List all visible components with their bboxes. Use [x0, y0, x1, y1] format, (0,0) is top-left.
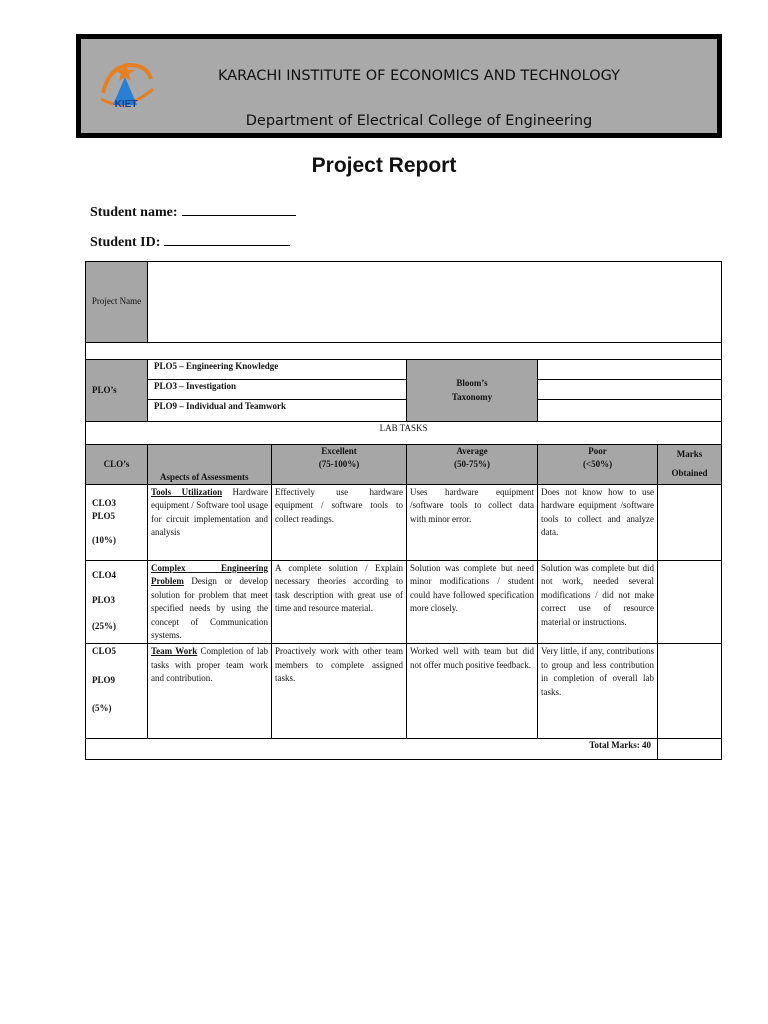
marks-cell[interactable] [658, 485, 722, 561]
weight: (5%) [92, 703, 112, 714]
average-label: Average [456, 446, 488, 456]
excellent-header [272, 445, 407, 485]
clo-cell [86, 561, 148, 644]
page-title: Project Report [311, 154, 457, 177]
table-row [86, 485, 722, 561]
plo-code: PLO9 [92, 674, 116, 685]
spacer-row [86, 343, 722, 360]
clo-cell [86, 644, 148, 739]
average-header [407, 445, 538, 485]
aspect-cell [148, 485, 272, 561]
clo-cell [86, 485, 148, 561]
plo-item: PLO3 – Investigation [148, 380, 407, 400]
clo-code: CLO3 [92, 498, 117, 508]
student-id-blank[interactable] [164, 233, 290, 246]
aspect-title: Tools Utilization [151, 487, 223, 497]
poor-cell: Solution was complete but did not work, needed several modifications / did not make correct use of resource material or instructions. [538, 561, 658, 644]
weight: (25%) [92, 620, 116, 631]
aspects-header: Aspects of Assessments [148, 445, 272, 485]
weight: (10%) [92, 534, 116, 545]
student-name-label: Student name: [90, 205, 178, 220]
table-row [86, 644, 722, 739]
logo-text: KIET [114, 99, 138, 110]
plo-row [86, 360, 722, 380]
student-name-blank[interactable] [182, 203, 296, 216]
header-banner-inner [81, 39, 717, 133]
aspect-title: Complex Engineering Problem [151, 563, 268, 587]
institute-name: KARACHI INSTITUTE OF ECONOMICS AND TECHNOLOGY [217, 68, 621, 84]
excellent-cell: A complete solution / Explain necessary theories according to task description with great use of time and resource material. [272, 561, 407, 644]
aspect-text: Hardware equipment / Software tool usage for circuit implementation and analysis [151, 487, 268, 538]
clo-code: CLO5 [92, 646, 117, 657]
spacer-cell [86, 343, 722, 360]
plo-item: PLO9 – Individual and Teamwork [148, 400, 407, 422]
project-name-value[interactable] [148, 262, 722, 343]
plos-label: PLO’s [86, 360, 148, 422]
average-range: (50-75%) [454, 459, 490, 470]
plo-row [86, 380, 722, 400]
marks-cell[interactable] [658, 644, 722, 739]
aspect-cell [148, 561, 272, 644]
bloom-value-cell[interactable] [538, 360, 722, 380]
average-cell: Uses hardware equipment /software tools to collect data with minor error. [407, 485, 538, 561]
department-name: Department of Electrical College of Engineering [245, 113, 593, 129]
plo-row [86, 400, 722, 422]
plo-item: PLO5 – Engineering Knowledge [148, 360, 407, 380]
excellent-range: (75-100%) [318, 459, 360, 470]
poor-label: Poor [588, 446, 607, 456]
plo-code: PLO5 [92, 511, 116, 522]
student-name-field [90, 203, 296, 221]
bloom-value-cell[interactable] [538, 380, 722, 400]
total-marks-value[interactable] [658, 739, 722, 760]
bloom-value-cell[interactable] [538, 400, 722, 422]
total-marks: Total Marks: 40 [86, 739, 658, 760]
rubric-table [85, 261, 722, 760]
aspect-cell [148, 644, 272, 739]
excellent-cell: Proactively work with other team members to complete assigned tasks. [272, 644, 407, 739]
poor-range: (<50%) [582, 459, 613, 470]
excellent-cell: Effectively use hardware equipment / software tools to collect readings. [272, 485, 407, 561]
average-cell: Solution was complete but need minor modifications / student could have followed specification more closely. [407, 561, 538, 644]
table-row [86, 561, 722, 644]
student-id-field [90, 233, 290, 251]
project-name-row [86, 262, 722, 343]
lab-tasks-heading: LAB TASKS [86, 422, 722, 445]
project-name-label: Project Name [86, 262, 148, 343]
poor-header [538, 445, 658, 485]
excellent-label: Excellent [321, 446, 357, 456]
total-row [86, 739, 722, 760]
aspect-text: Design or develop solution for problem that meet specified needs by using the concept of Communication systems. [151, 576, 268, 641]
poor-cell: Very little, if any, contributions to group and less contribution in completion of overall lab tasks. [538, 644, 658, 739]
header-row [86, 445, 722, 485]
lab-tasks-row [86, 422, 722, 445]
aspect-text: Completion of lab tasks with proper team work and contribution. [151, 646, 268, 684]
marks-cell[interactable] [658, 561, 722, 644]
header-banner [76, 34, 722, 138]
average-cell: Worked well with team but did not offer much positive feedback. [407, 644, 538, 739]
marks-header: Marks Obtained [658, 445, 722, 485]
clo-code: CLO4 [92, 570, 117, 580]
aspect-title: Team Work [151, 646, 198, 657]
blooms-taxonomy-text: Bloom’s Taxonomy [451, 378, 493, 402]
student-id-label: Student ID: [90, 235, 161, 250]
plo-code: PLO3 [92, 595, 116, 606]
poor-cell: Does not know how to use hardware equipment /software tools to collect and analyze data. [538, 485, 658, 561]
clos-header: CLO’s [86, 445, 148, 485]
blooms-taxonomy-label [407, 360, 538, 422]
